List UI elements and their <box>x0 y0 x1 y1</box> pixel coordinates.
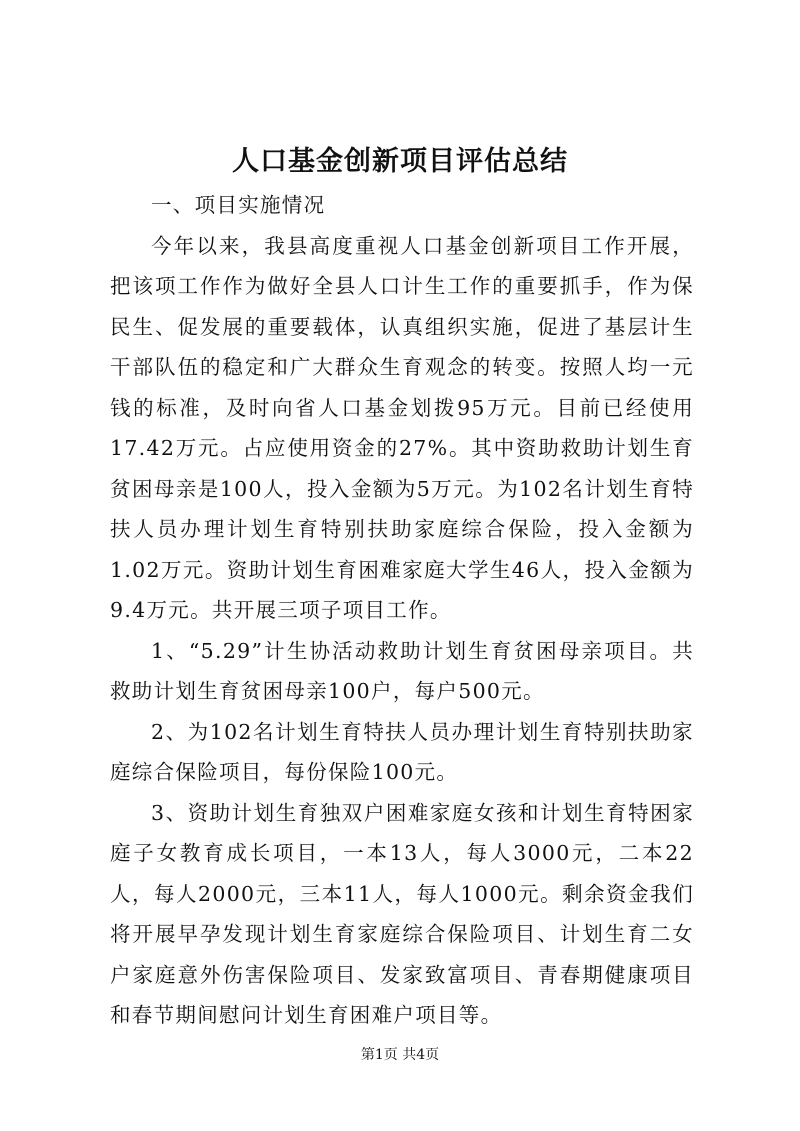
body-paragraph: 2、为102名计划生育特扶人员办理计划生育特别扶助家庭综合保险项目，每份保险100元。 <box>110 719 694 784</box>
section-heading: 一、项目实施情况 <box>151 193 326 217</box>
page-number-footer: 第1页 共4页 <box>360 1047 440 1063</box>
document-body <box>110 185 694 1036</box>
body-paragraph: 今年以来，我县高度重视人口基金创新项目工作开展，把该项工作作为做好全县人口计生工作的重要抓手，作为保民生、促发展的重要载体，认真组织实施，促进了基层计生干部队伍的稳定和广大群众生育观念的转变。按照人均一元钱的标准，及时向省人口基金划拨95万元。目前已经使用17.42万元。占应使用资金的27%。其中资助救助计划生育贫困母亲是100人，投入金额为5万元。为102名计划生育特扶人员办理计划生育特别扶助家庭综合保险，投入金额为1.02万元。资助计划生育困难家庭大学生46人，投入金额为9.4万元。共开展三项子项目工作。 <box>110 233 694 622</box>
body-paragraph: 3、资助计划生育独双户困难家庭女孩和计划生育特困家庭子女教育成长项目，一本13人，每人3000元，二本22人，每人2000元，三本11人，每人1000元。剩余资金我们将开展早孕发现计划生育家庭综合保险项目、计划生育二女户家庭意外伤害保险项目、发家致富项目、青春期健康项目和春节期间慰问计划生育困难户项目等。 <box>110 800 694 1027</box>
body-paragraph: 1、“5.29”计生协活动救助计划生育贫困母亲项目。共救助计划生育贫困母亲100户，每户500元。 <box>110 638 694 703</box>
document-title: 人口基金创新项目评估总结 <box>232 146 568 177</box>
